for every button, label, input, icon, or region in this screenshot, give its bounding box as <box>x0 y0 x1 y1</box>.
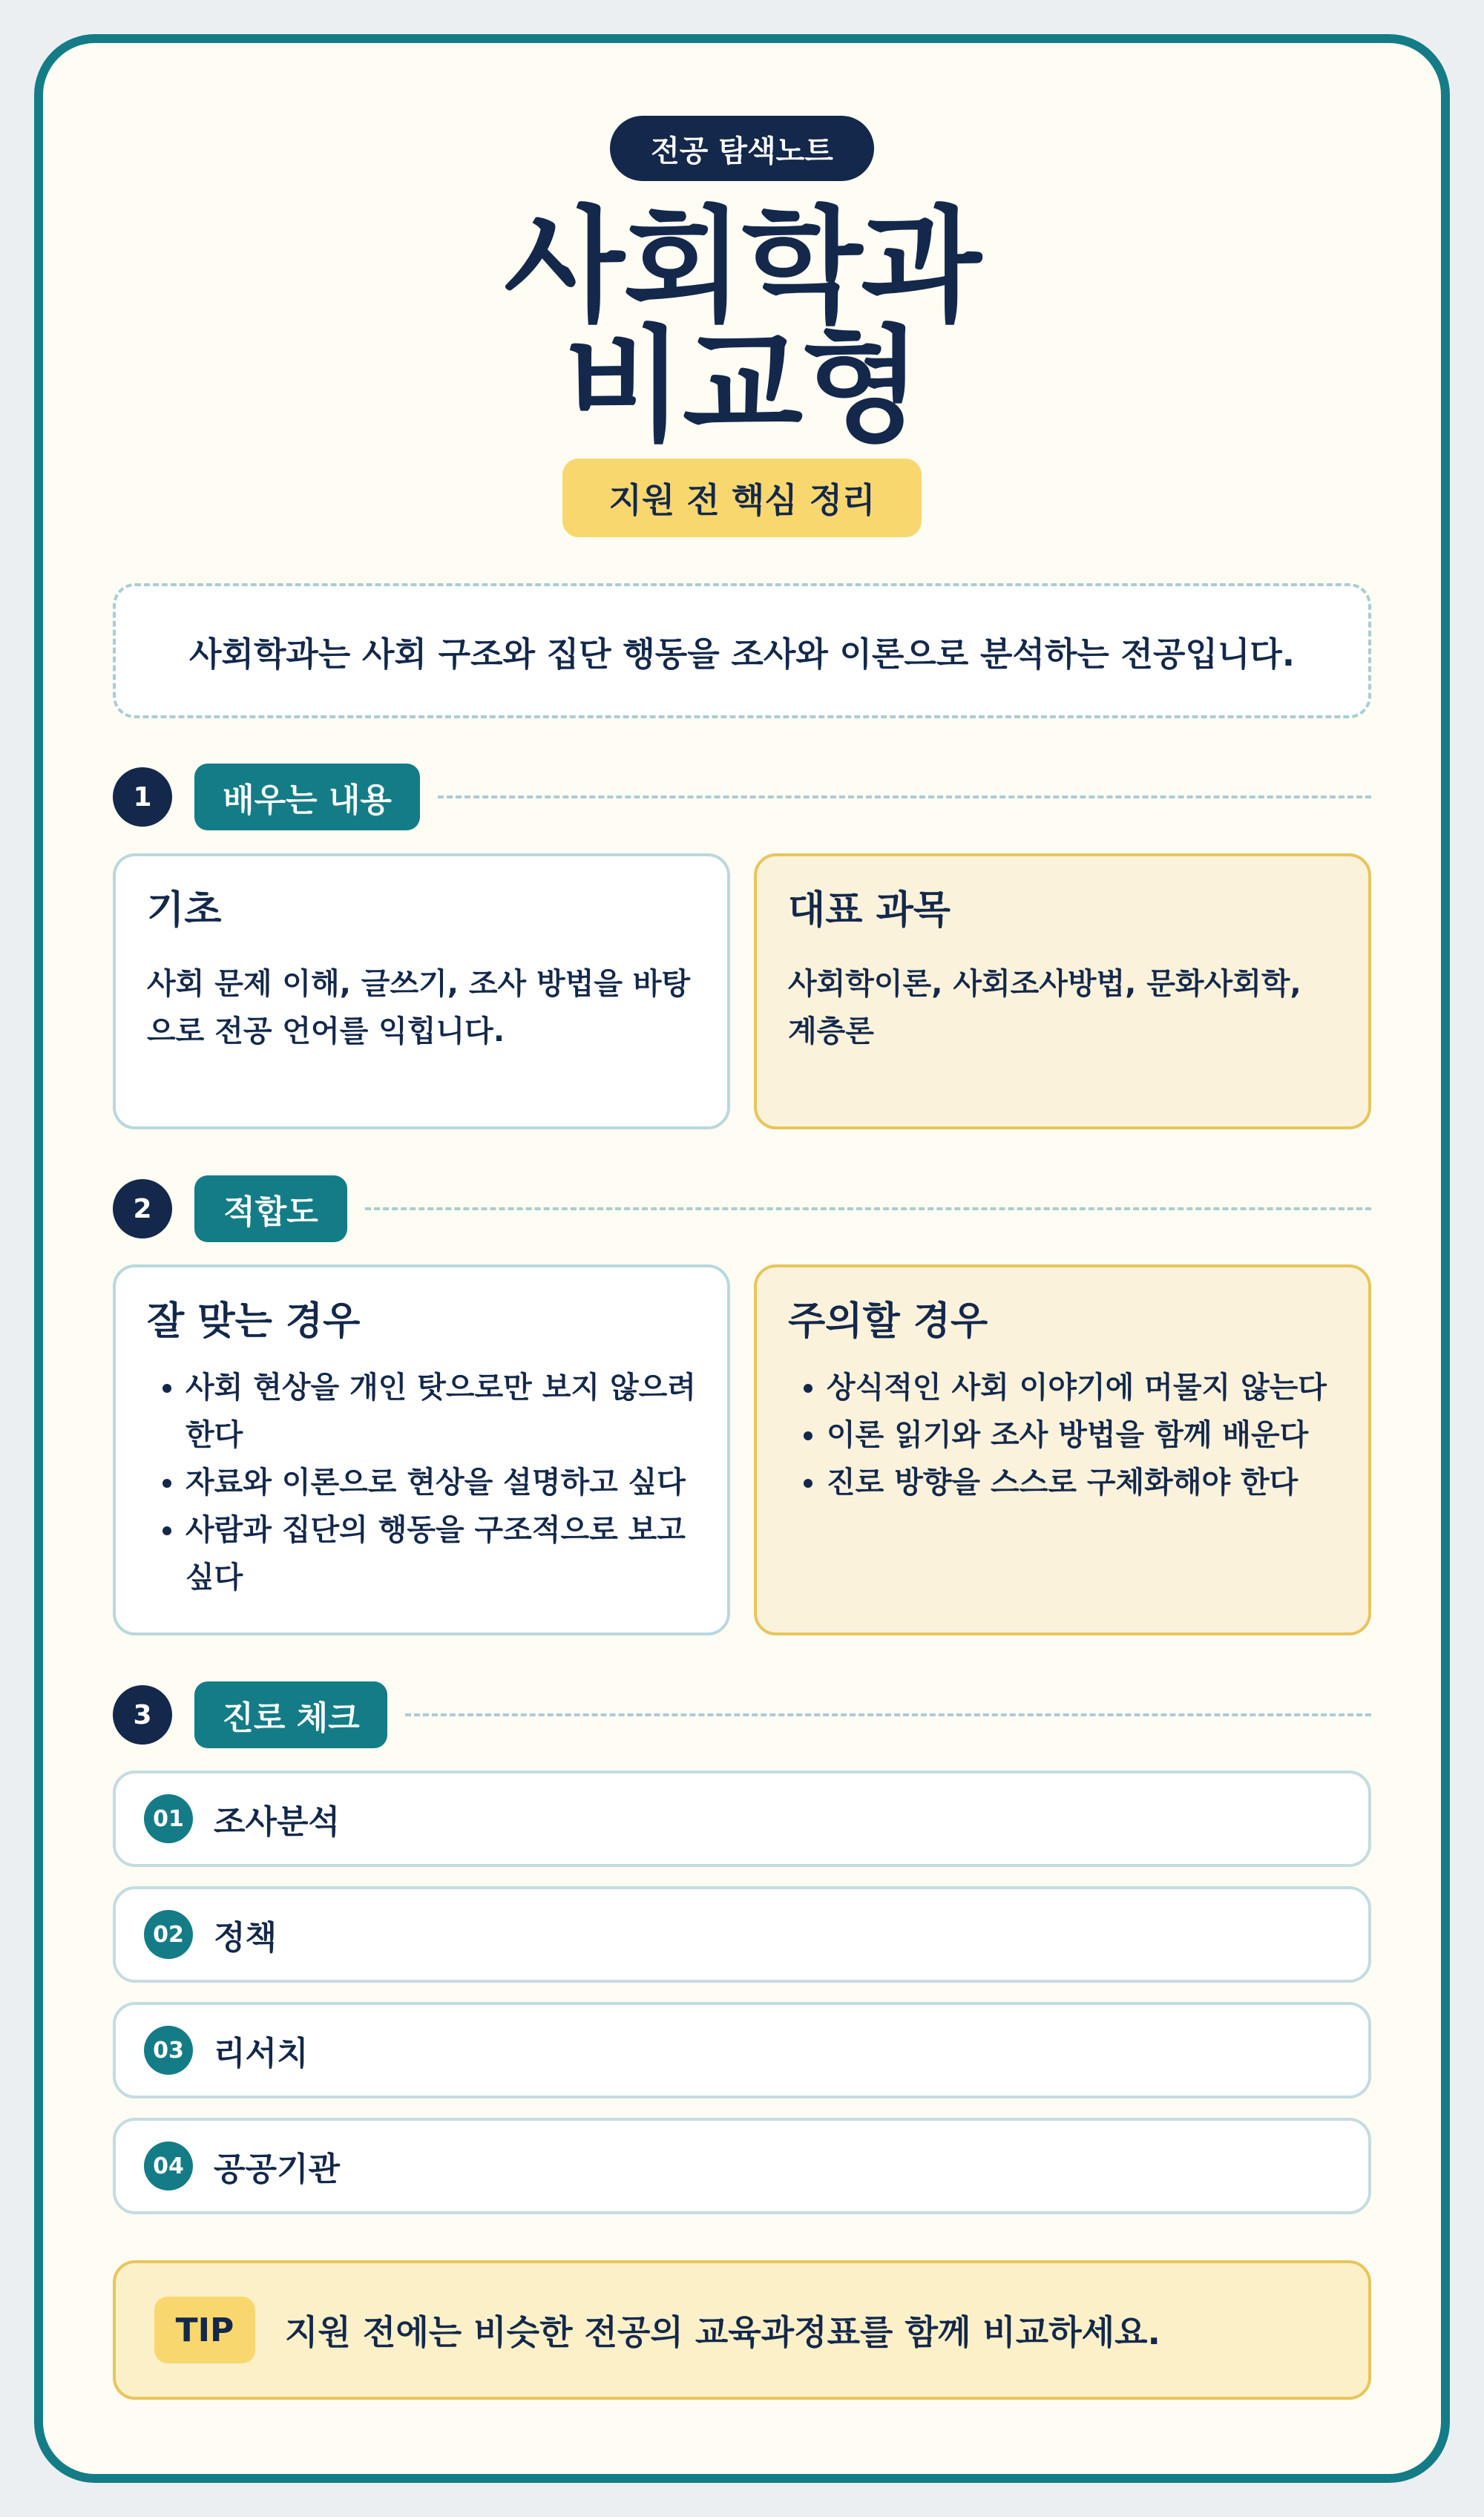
career-number: 02 <box>144 1910 193 1959</box>
card-title: 주의할 경우 <box>788 1299 988 1344</box>
section-divider <box>405 1713 1371 1716</box>
card-good-fit <box>113 1264 730 1635</box>
career-item <box>113 1771 1371 1867</box>
list-item: • 진로 방향을 스스로 구체화해야 한다 <box>827 1459 1337 1506</box>
tip-label: TIP <box>154 2297 255 2363</box>
card-caution <box>754 1264 1371 1635</box>
list-item: • 이론 읽기와 조사 방법을 함께 배운다 <box>827 1411 1337 1459</box>
card-basics <box>113 853 730 1129</box>
career-number: 03 <box>144 2026 193 2075</box>
section-label-learn: 배우는 내용 <box>194 764 420 830</box>
card-main-courses <box>754 853 1371 1129</box>
tip-text: 지원 전에는 비슷한 전공의 교육과정표를 함께 비교하세요. <box>285 2312 1161 2352</box>
career-number: 04 <box>144 2142 193 2191</box>
subtitle-badge: 지원 전 핵심 정리 <box>562 459 922 537</box>
career-label: 리서치 <box>214 2035 309 2073</box>
card-title: 잘 맞는 경우 <box>147 1299 361 1344</box>
list-item: • 사회 현상을 개인 탓으로만 보지 않으려 한다 <box>186 1364 696 1459</box>
intro-box <box>113 583 1371 718</box>
career-label: 정책 <box>214 1919 278 1957</box>
page-title-line2: 비교형 <box>563 313 921 459</box>
list-item: • 사람과 집단의 행동을 구조적으로 보고 싶다 <box>186 1506 696 1601</box>
career-label: 공공기관 <box>214 2150 341 2188</box>
good-fit-list <box>147 1364 696 1601</box>
card-text: 사회학이론, 사회조사방법, 문화사회학, 계층론 <box>788 966 1301 1049</box>
section-label-fit: 적합도 <box>194 1175 347 1242</box>
intro-text: 사회학과는 사회 구조와 집단 행동을 조사와 이론으로 분석하는 전공입니다. <box>189 634 1295 674</box>
career-item <box>113 2002 1371 2098</box>
caution-list <box>788 1364 1337 1506</box>
tip-box <box>113 2260 1371 2400</box>
category-badge: 전공 탐색노트 <box>610 116 874 181</box>
page-title-line1: 사회학과 <box>504 194 980 339</box>
card-title: 대표 과목 <box>788 888 951 933</box>
section-divider <box>365 1207 1371 1210</box>
career-number: 01 <box>144 1794 193 1843</box>
section-number-1: 1 <box>113 767 172 827</box>
section-number-2: 2 <box>113 1179 172 1238</box>
section-label-career: 진로 체크 <box>194 1681 387 1748</box>
career-label: 조사분석 <box>214 1803 341 1841</box>
card-text: 사회 문제 이해, 글쓰기, 조사 방법을 바탕으로 전공 언어를 익힙니다. <box>147 966 691 1049</box>
section-divider <box>438 795 1371 798</box>
list-item: • 자료와 이론으로 현상을 설명하고 싶다 <box>186 1459 696 1506</box>
list-item: • 상식적인 사회 이야기에 머물지 않는다 <box>827 1364 1337 1411</box>
career-item <box>113 1886 1371 1983</box>
card-title: 기초 <box>147 888 222 933</box>
career-item <box>113 2118 1371 2214</box>
section-number-3: 3 <box>113 1685 172 1745</box>
